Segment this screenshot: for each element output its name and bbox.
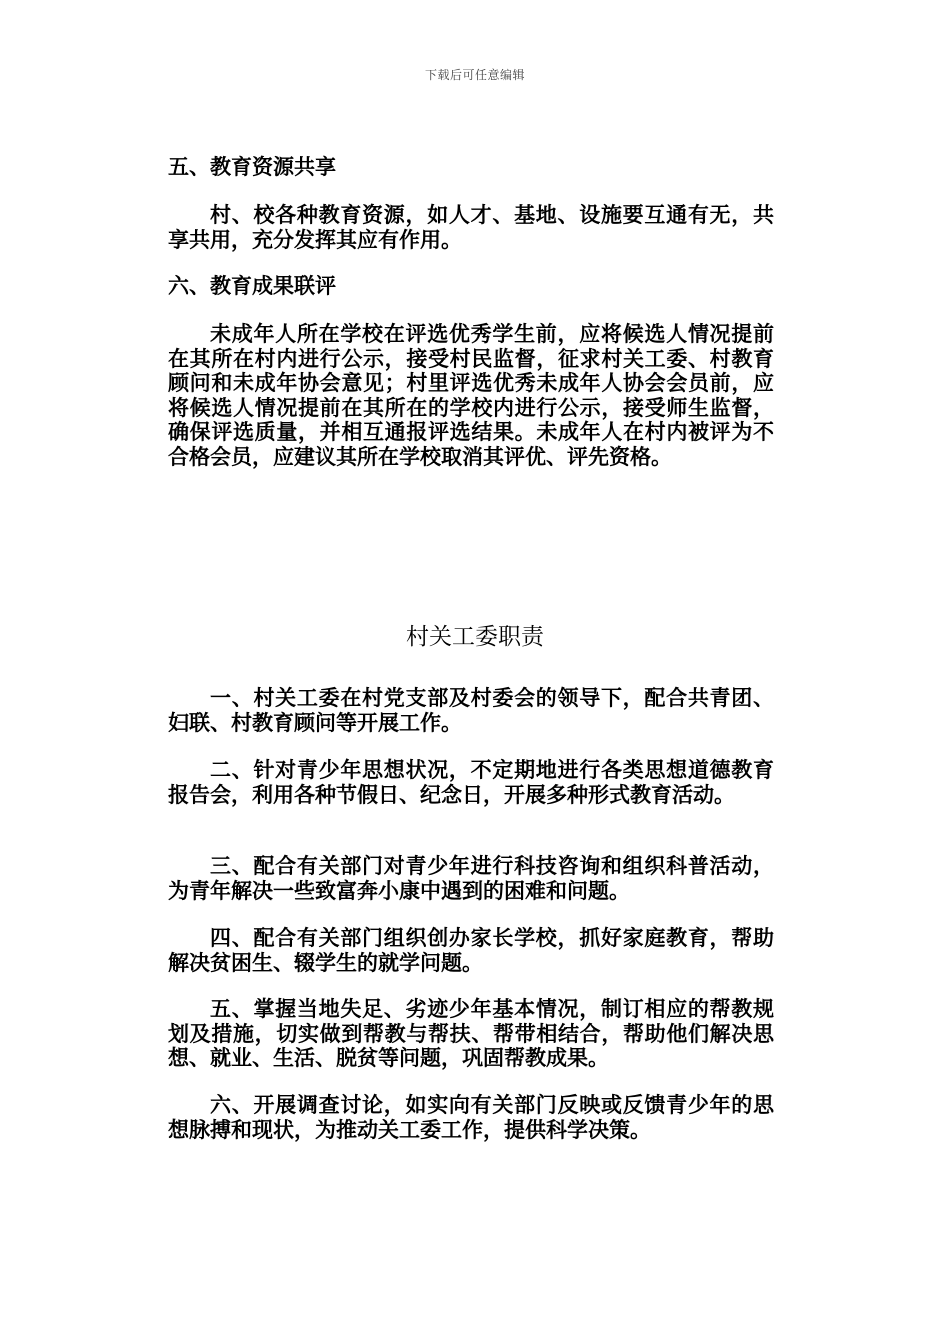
page-header-note: 下载后可任意编辑 (424, 68, 525, 82)
section-paragraph-5: 村、校各种教育资源，如人才、基地、设施要互通有无，共享共用，充分发挥其应有作用。 (168, 202, 774, 252)
duty-item-2: 二、针对青少年思想状况，不定期地进行各类思想道德教育报告会，利用各种节假日、纪念日，开展多种形式教育活动。 (168, 757, 774, 807)
section-heading-5: 五、教育资源共享 (168, 154, 336, 179)
section-heading-6: 六、教育成果联评 (168, 273, 336, 298)
section-paragraph-6: 未成年人所在学校在评选优秀学生前，应将候选人情况提前在其所在村内进行公示，接受村民监督，征求村关工委、村教育顾问和未成年协会意见；村里评选优秀未成年人协会会员前，应将候选人情况提前在其所在的学校内进行公示，接受师生监督，确保评选质量，并相互通报评选结果。未成年人在村内被评为不合格会员，应建议其所在学校取消其评优、评先资格。 (168, 321, 774, 469)
duty-item-3: 三、配合有关部门对青少年进行科技咨询和组织科普活动，为青年解决一些致富奔小康中遇到的困难和问题。 (168, 853, 774, 903)
duty-item-4: 四、配合有关部门组织创办家长学校，抓好家庭教育，帮助解决贫困生、辍学生的就学问题。 (168, 925, 774, 975)
duty-item-5: 五、掌握当地失足、劣迹少年基本情况，制订相应的帮教规划及措施，切实做到帮教与帮扶、帮带相结合，帮助他们解决思想、就业、生活、脱贫等问题，巩固帮教成果。 (168, 996, 774, 1070)
duty-item-6: 六、开展调查讨论，如实向有关部门反映或反馈青少年的思想脉搏和现状，为推动关工委工作，提供科学决策。 (168, 1092, 774, 1142)
duty-item-1: 一、村关工委在村党支部及村委会的领导下，配合共青团、妇联、村教育顾问等开展工作。 (168, 685, 774, 735)
document-title: 村关工委职责 (406, 624, 544, 650)
